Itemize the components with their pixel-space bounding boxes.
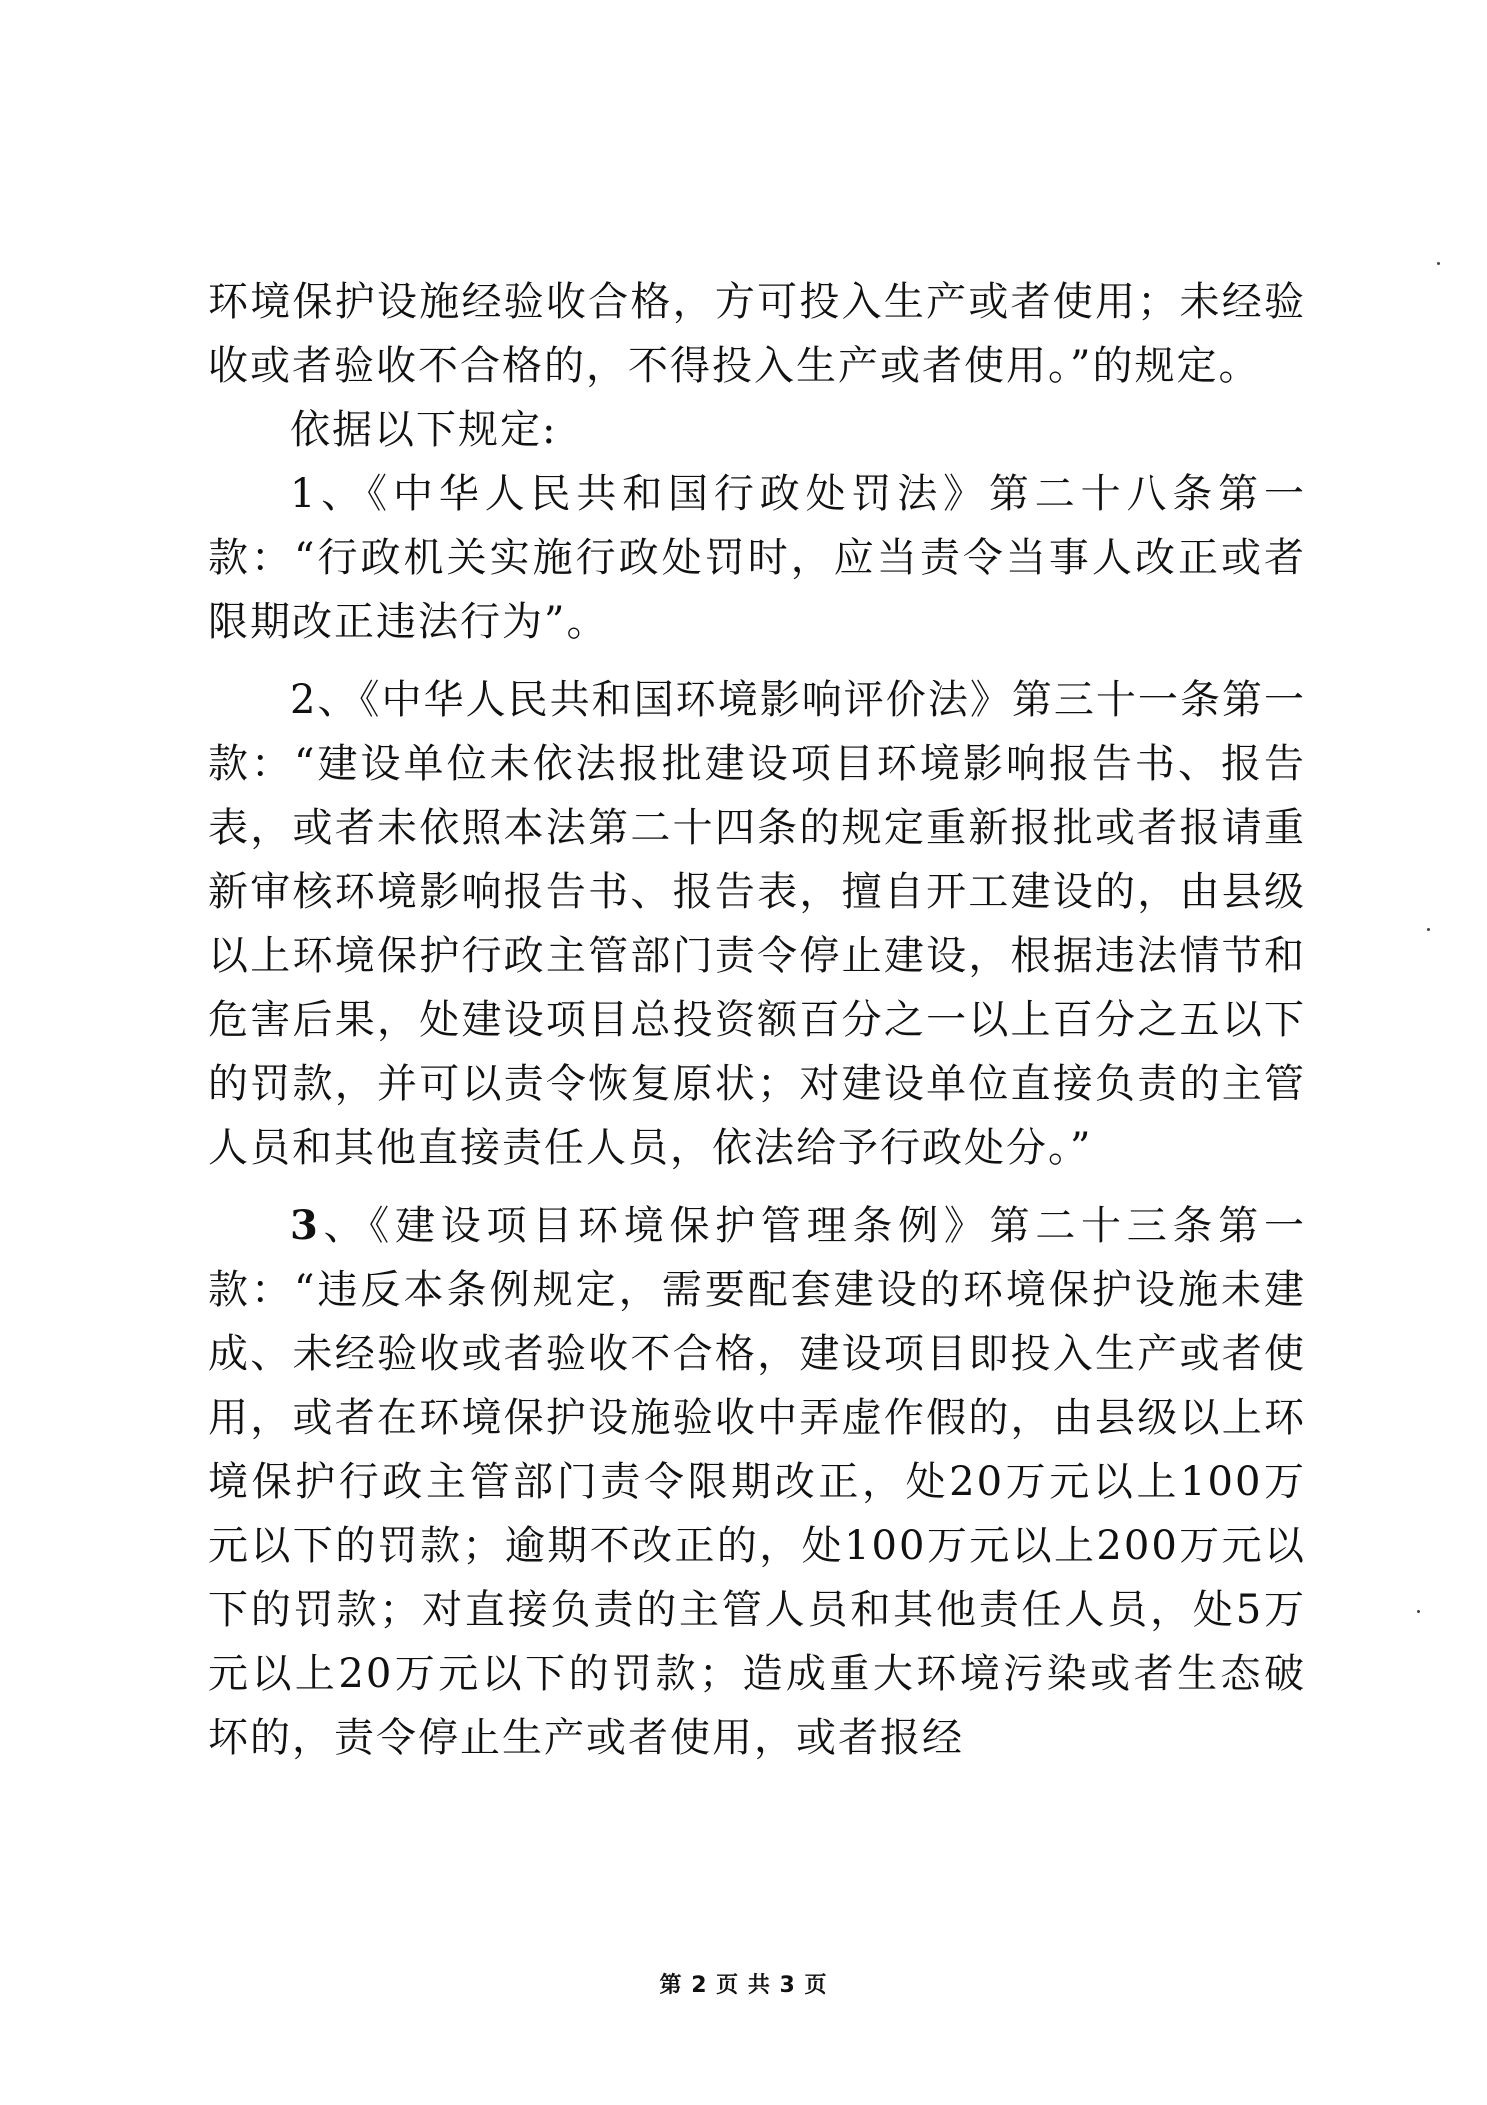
- paragraph-continuation: 环境保护设施经验收合格，方可投入生产或者使用；未经验收或者验收不合格的，不得投入生产或者使用。”的规定。: [208, 279, 1306, 389]
- paragraph-basis-intro: 依据以下规定:: [290, 407, 558, 453]
- scan-speck: [1427, 928, 1430, 931]
- paragraph-clause-2: 2、《中华人民共和国环境影响评价法》第三十一条第一款：“建设单位未依法报批建设项目环境影响报告书、报告表，或者未依照本法第二十四条的规定重新报批或者报请重新审核环境影响报告书、报告表，擅自开工建设的，由县级以上环境保护行政主管部门责令停止建设，根据违法情节和危害后果，处建设项目总投资额百分之一以上百分之五以下的罚款，并可以责令恢复原状；对建设单位直接负责的主管人员和其他直接责任人员，依法给予行政处分。”: [208, 677, 1306, 1171]
- clause-number: 3: [290, 1202, 320, 1249]
- document-body: [208, 270, 1306, 1770]
- scan-speck: [1437, 262, 1440, 265]
- scan-speck: [1417, 1610, 1420, 1613]
- page-number-footer: 第 2 页 共 3 页: [659, 1973, 828, 1998]
- paragraph-clause-1: 1、《中华人民共和国行政处罚法》第二十八条第一款：“行政机关实施行政处罚时，应当责令当事人改正或者限期改正违法行为”。: [208, 471, 1306, 645]
- paragraph-clause-3: 3、《建设项目环境保护管理条例》第二十三条第一款：“违反本条例规定，需要配套建设的环境保护设施未建成、未经验收或者验收不合格，建设项目即投入生产或者使用，或者在环境保护设施验收中弄虚作假的，由县级以上环境保护行政主管部门责令限期改正，处20万元以上100万元以下的罚款；逾期不改正的，处100万元以上200万元以下的罚款；对直接负责的主管人员和其他责任人员，处5万元以上20万元以下的罚款；造成重大环境污染或者生态破坏的，责令停止生产或者使用，或者报经: [208, 1202, 1306, 1761]
